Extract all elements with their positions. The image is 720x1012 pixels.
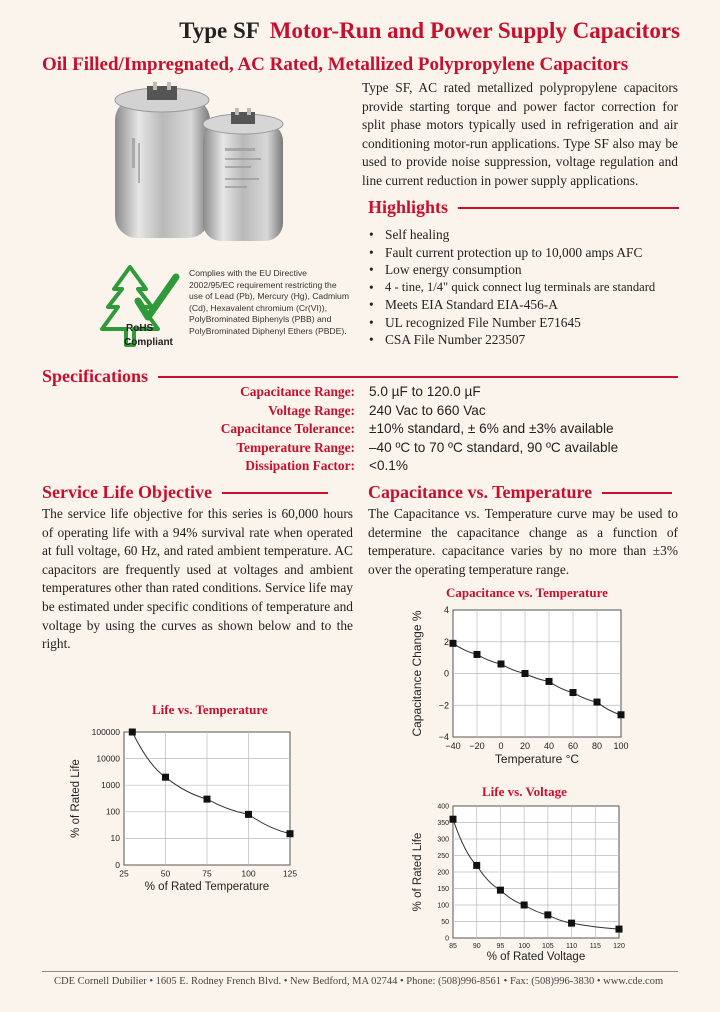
data-point — [474, 651, 481, 658]
spec-label: Capacitance Tolerance: — [220, 421, 355, 436]
y-tick-label: 1000 — [101, 780, 120, 791]
list-item-text: 4 - tine, 1/4" quick connect lug terminals are standard — [385, 279, 656, 294]
x-tick-label: 40 — [543, 741, 555, 751]
x-axis-label: Temperature °C — [494, 752, 580, 766]
chart-title: Capacitance vs. Temperature — [446, 585, 608, 600]
intro-paragraph: Type SF, AC rated metallized polypropylene capacitors provide starting torque and power factor correction for split phase motors typically used in refrigeration and air conditioning motor-run applications. Type SF also may be used to provide noise suppression, voltage regulation and line current reduction in power supply applications. — [362, 80, 678, 188]
data-point — [473, 862, 480, 869]
x-tick-label: 125 — [282, 868, 298, 879]
y-tick-label: 400 — [437, 803, 449, 811]
y-tick-label: 300 — [437, 836, 449, 844]
table-row — [42, 420, 702, 439]
y-tick-label: 10000 — [96, 753, 120, 764]
data-point — [162, 774, 169, 781]
y-tick-label: −4 — [438, 732, 449, 742]
page-subtitle: Oil Filled/Impregnated, AC Rated, Metallized Polypropylene Capacitors — [42, 54, 629, 75]
type-label: Type SF — [179, 18, 260, 43]
list-item: • UL recognized File Number E71645 — [369, 314, 581, 330]
x-tick-label: 25 — [119, 868, 129, 879]
data-point — [129, 729, 136, 736]
y-axis-label: Capacitance Change % — [410, 610, 424, 737]
x-tick-label: −40 — [445, 741, 461, 751]
x-tick-label: 100 — [613, 741, 629, 751]
spec-value: <0.1% — [369, 458, 408, 473]
cap-temp-paragraph: The Capacitance vs. Temperature curve may be used to determine the capacitance change as a function of temperature. capacitance varies by no more than ±3% over the operating temperature range. — [368, 506, 678, 577]
y-tick-label: 200 — [437, 869, 449, 877]
data-point — [287, 830, 294, 837]
spec-label: Dissipation Factor: — [245, 458, 355, 473]
data-point — [544, 911, 551, 918]
spec-label: Voltage Range: — [268, 402, 355, 418]
list-item: • CSA File Number 223507 — [369, 332, 526, 347]
x-tick-label: 90 — [472, 943, 481, 950]
spec-value: 240 Vac to 660 Vac — [369, 402, 486, 418]
rohs-badge-line1: RoHS — [126, 323, 154, 334]
data-point — [521, 902, 528, 909]
service-life-paragraph: The service life objective for this series is 60,000 hours of operating life with a 94% survival rate when operated at full voltage, 60 Hz, and rated ambient temperature. AC capacitors are frequently used at voltages and ambient temperatures other than rated conditions. Service life may be estimated under specific conditions of temperature and voltage by using the curves as shown below and to the right. — [42, 506, 353, 652]
x-tick-label: 80 — [591, 741, 603, 751]
cap-temp-title — [368, 482, 672, 503]
y-axis-label: % of Rated Life — [412, 832, 424, 912]
divider — [222, 492, 328, 494]
data-point — [594, 699, 601, 706]
divider — [158, 376, 678, 378]
highlights-list — [363, 226, 683, 349]
x-tick-label: 75 — [202, 868, 212, 879]
cap-temp-title-text: Capacitance vs. Temperature — [368, 482, 593, 502]
y-axis-label: % of Rated Life — [70, 759, 82, 838]
y-tick-label: 150 — [437, 885, 449, 893]
x-tick-label: 95 — [496, 943, 505, 950]
data-point — [546, 678, 553, 685]
chart-title: Life vs. Voltage — [482, 784, 567, 799]
title-text: Motor-Run and Power Supply Capacitors — [269, 18, 680, 43]
footer: CDE Cornell Dubilier • 1605 E. Rodney French Blvd. • New Bedford, MA 02744 • Phone: (508)996-8561 • Fax: (508)996-3830 • www.cde.com — [54, 976, 664, 987]
cap-temp-chart — [405, 600, 635, 775]
list-item-text: Self healing — [385, 227, 450, 242]
spec-value: 5.0 µF to 120.0 µF — [369, 384, 481, 399]
x-tick-label: 60 — [567, 741, 579, 751]
y-tick-label: −2 — [438, 700, 449, 711]
service-life-title — [42, 482, 328, 503]
y-tick-label: 50 — [441, 918, 449, 926]
data-point — [570, 689, 577, 696]
x-tick-label: 120 — [613, 943, 625, 950]
spec-value: ±10% standard, ± 6% and ±3% available — [369, 421, 614, 436]
list-item-text: Fault current protection up to 10,000 amps AFC — [385, 244, 643, 260]
y-tick-label: 4 — [443, 605, 449, 615]
y-tick-label: 100000 — [91, 726, 120, 737]
data-point — [522, 670, 529, 677]
page-title — [179, 18, 680, 44]
y-tick-label: 0 — [115, 859, 120, 870]
y-tick-label: 0 — [443, 668, 449, 679]
x-tick-label: 0 — [498, 741, 504, 751]
spec-value: –40 ºC to 70 ºC standard, 90 ºC available — [369, 439, 619, 455]
specifications-title-text: Specifications — [42, 366, 148, 386]
divider — [602, 492, 672, 494]
rohs-tree-icon — [100, 265, 180, 355]
y-tick-label: 100 — [437, 902, 449, 910]
chart-title: Life vs. Temperature — [152, 702, 268, 717]
divider — [458, 207, 679, 209]
spec-label: Capacitance Range: — [240, 384, 355, 399]
x-axis-label: % of Rated Temperature — [144, 881, 270, 893]
table-row — [42, 439, 702, 458]
data-point — [450, 640, 457, 647]
data-point — [498, 660, 505, 667]
life-temp-chart — [65, 718, 310, 903]
highlights-title — [368, 197, 679, 218]
rohs-badge-line2: Compliant — [124, 337, 173, 348]
x-tick-label: 20 — [519, 741, 531, 751]
x-tick-label: −20 — [469, 741, 485, 751]
highlights-title-text: Highlights — [368, 197, 449, 217]
y-tick-label: 10 — [110, 833, 120, 844]
x-tick-label: 85 — [449, 943, 457, 950]
data-point — [618, 711, 625, 718]
table-row — [42, 383, 702, 402]
x-axis-label: % of Rated Voltage — [486, 951, 586, 963]
life-volt-chart — [405, 800, 635, 968]
list-item-text: CSA File Number 223507 — [385, 332, 526, 347]
rohs-logo — [100, 265, 180, 355]
y-tick-label: 100 — [105, 806, 120, 817]
data-point — [450, 816, 457, 823]
rohs-text: Complies with the EU Directive 2002/95/EC requirement restricting the use of Lead (Pb), Mercury (Hg), Cadmium (Cd), Hexavalent chromium (Cr(VI)), PolyBrominated Biphenyls (PBB) and PolyBrominated Diphenyl Ethers (PBDE). — [189, 268, 349, 336]
y-tick-label: 250 — [437, 852, 449, 860]
table-row — [42, 402, 702, 421]
x-tick-label: 110 — [565, 943, 578, 950]
list-item: • Self healing — [369, 227, 450, 242]
list-item: • Meets EIA Standard EIA-456-A — [369, 297, 558, 312]
capacitor-photo — [85, 78, 295, 253]
list-item: • Fault current protection up to 10,000 amps AFC — [369, 244, 643, 260]
data-point — [245, 811, 252, 818]
specs-table — [42, 383, 702, 476]
y-tick-label: 350 — [437, 819, 449, 827]
list-item-text: Meets EIA Standard EIA-456-A — [385, 297, 558, 312]
x-tick-label: 100 — [518, 943, 530, 950]
table-row — [42, 457, 702, 476]
list-item: • Low energy consumption — [369, 262, 522, 277]
data-point — [568, 920, 575, 927]
list-item-text: Low energy consumption — [385, 262, 522, 277]
footer-divider — [42, 971, 678, 972]
x-tick-label: 115 — [589, 943, 601, 950]
x-tick-label: 105 — [542, 943, 554, 950]
x-tick-label: 50 — [160, 868, 171, 879]
list-item: • 4 - tine, 1/4" quick connect lug terminals are standard — [369, 279, 656, 295]
data-point — [497, 887, 504, 894]
y-tick-label: 0 — [445, 935, 449, 943]
service-life-title-text: Service Life Objective — [42, 482, 212, 502]
data-point — [204, 796, 211, 803]
data-point — [616, 926, 623, 933]
y-tick-label: 2 — [443, 636, 449, 647]
x-tick-label: 100 — [241, 868, 256, 879]
spec-label: Temperature Range: — [236, 439, 355, 455]
list-item-text: UL recognized File Number E71645 — [385, 314, 581, 330]
